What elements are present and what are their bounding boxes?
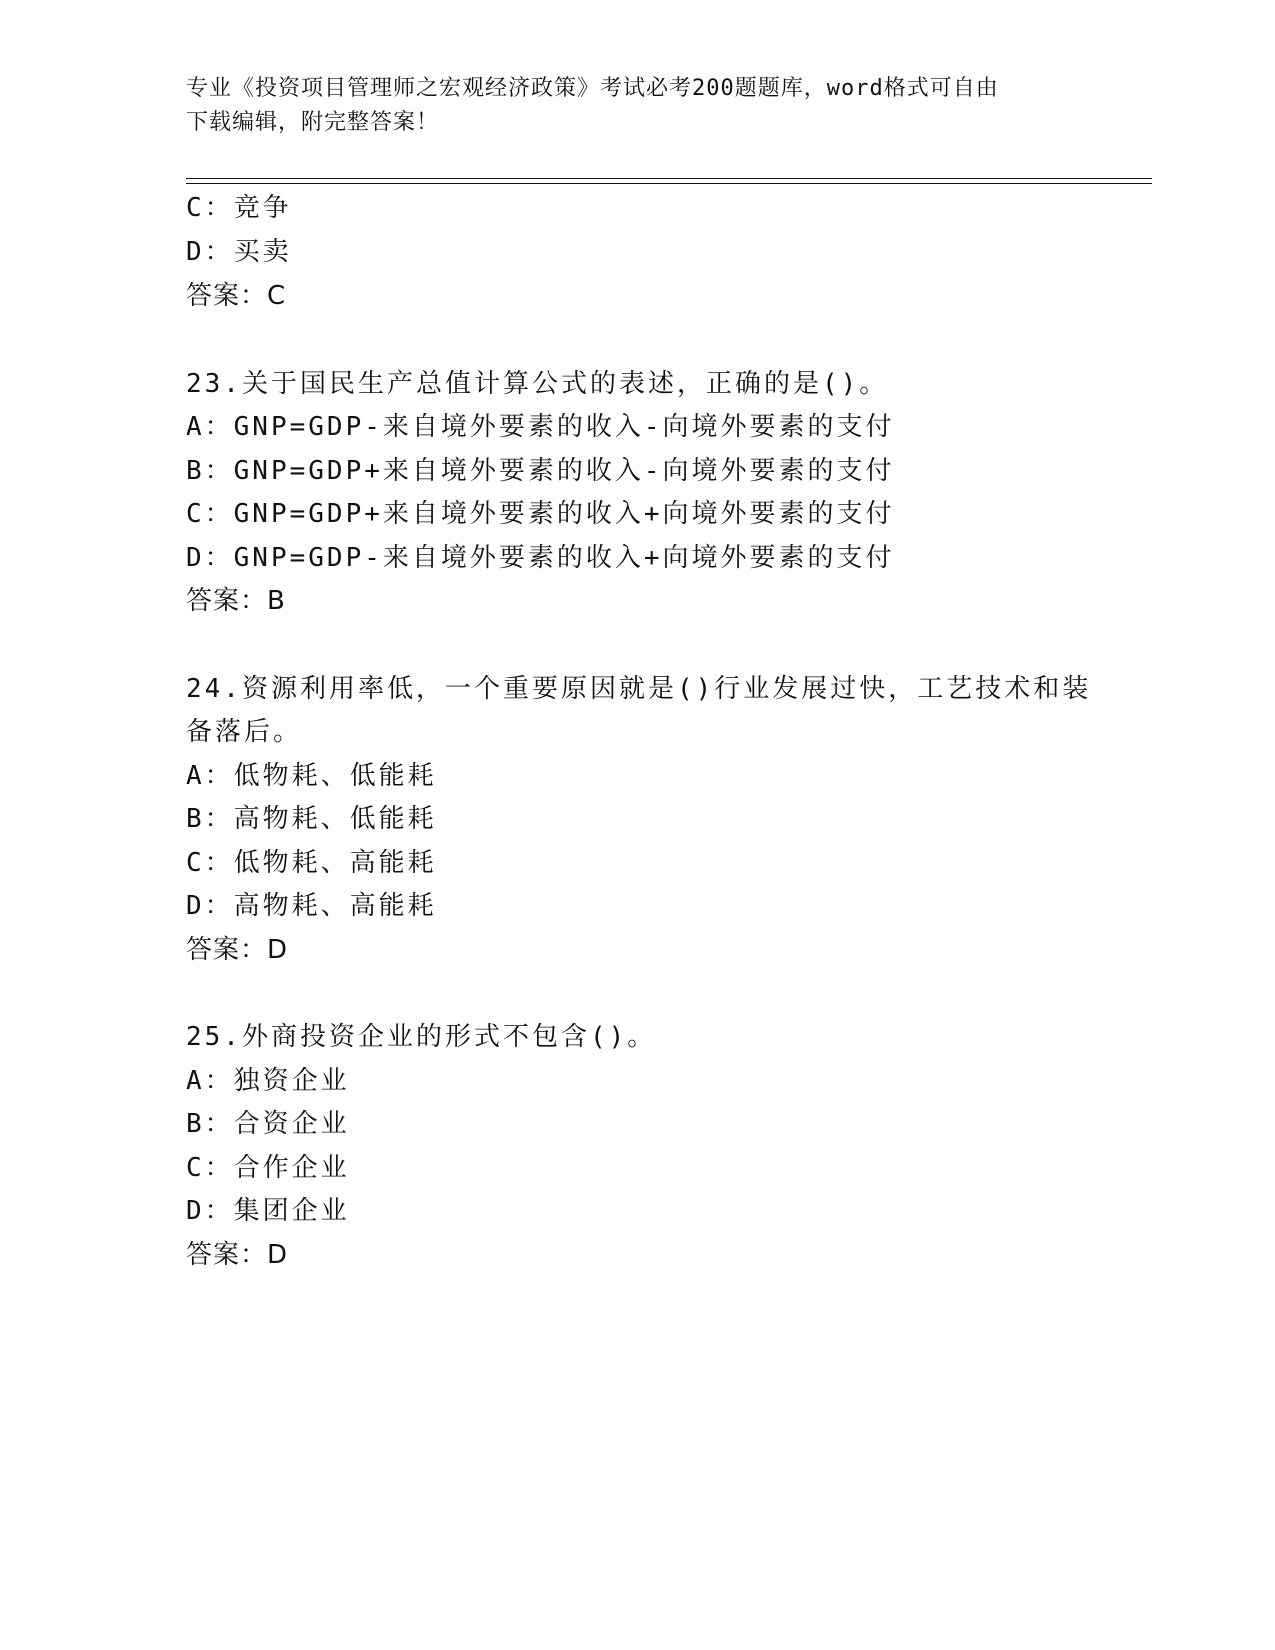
q25-option-c: C：合作企业	[186, 1153, 350, 1183]
q22-option-c: C：竞争	[186, 193, 292, 223]
header-rule-top	[186, 178, 1152, 179]
q23-option-a: A：GNP=GDP-来自境外要素的收入-向境外要素的支付	[186, 412, 895, 442]
header-title-line-2: 下载编辑，附完整答案！	[186, 110, 440, 135]
q25-option-a: A：独资企业	[186, 1066, 350, 1096]
q24-question-line-1: 24.资源利用率低，一个重要原因就是()行业发展过快，工艺技术和装	[186, 674, 1092, 704]
q24-option-a: A：低物耗、低能耗	[186, 761, 437, 791]
q23-answer: 答案：B	[186, 586, 286, 616]
q24-option-c: C：低物耗、高能耗	[186, 848, 437, 878]
q24-answer: 答案：D	[186, 935, 289, 965]
q25-option-b: B：合资企业	[186, 1109, 350, 1139]
q25-question: 25.外商投资企业的形式不包含()。	[186, 1022, 657, 1052]
q24-question-line-2: 备落后。	[186, 717, 303, 747]
header-rule-bottom	[186, 183, 1152, 184]
q23-question: 23.关于国民生产总值计算公式的表述，正确的是()。	[186, 369, 889, 399]
q23-option-c: C：GNP=GDP+来自境外要素的收入+向境外要素的支付	[186, 499, 895, 529]
header-title-line-1: 专业《投资项目管理师之宏观经济政策》考试必考200题题库，word格式可自由	[186, 76, 999, 101]
q22-answer: 答案：C	[186, 281, 287, 311]
q22-option-d: D：买卖	[186, 237, 292, 267]
document-header	[186, 72, 1066, 140]
q24-option-d: D：高物耗、高能耗	[186, 891, 437, 921]
q23-option-d: D：GNP=GDP-来自境外要素的收入+向境外要素的支付	[186, 543, 895, 573]
q25-option-d: D：集团企业	[186, 1196, 350, 1226]
q25-answer: 答案：D	[186, 1240, 289, 1270]
q23-option-b: B：GNP=GDP+来自境外要素的收入-向境外要素的支付	[186, 456, 895, 486]
q24-option-b: B：高物耗、低能耗	[186, 804, 437, 834]
